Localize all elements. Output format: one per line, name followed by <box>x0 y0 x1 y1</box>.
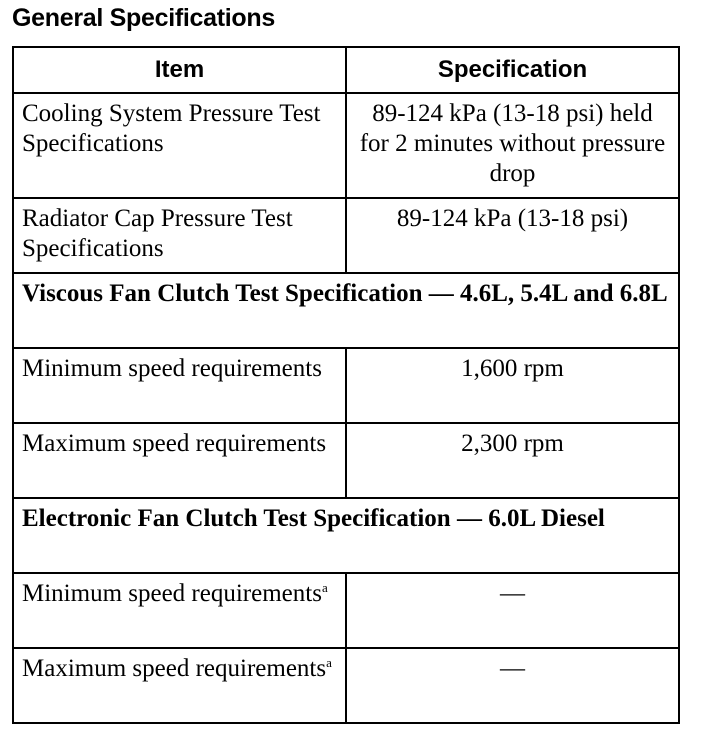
table-header-row <box>13 47 679 93</box>
item-cell: Cooling System Pressure Test Specifications <box>13 93 346 198</box>
page-title: General Specifications <box>12 4 275 32</box>
table-row <box>13 198 679 273</box>
item-cell: Maximum speed requirements <box>13 423 346 498</box>
table-row <box>13 348 679 423</box>
item-text: Maximum speed requirements <box>22 655 327 682</box>
spec-cell: 89-124 kPa (13-18 psi) held for 2 minutes without pressure drop <box>346 93 679 198</box>
spec-cell: — <box>346 648 679 723</box>
header-specification: Specification <box>346 47 679 93</box>
table-row <box>13 648 679 723</box>
section-heading-viscous: Viscous Fan Clutch Test Specification — 4.6L, 5.4L and 6.8L <box>13 273 679 348</box>
section-row <box>13 498 679 573</box>
spec-cell: 2,300 rpm <box>346 423 679 498</box>
spec-cell: 1,600 rpm <box>346 348 679 423</box>
specifications-table <box>12 46 680 724</box>
footnote-marker: a <box>321 580 328 595</box>
section-heading-electronic: Electronic Fan Clutch Test Specification — 6.0L Diesel <box>13 498 679 573</box>
header-item: Item <box>13 47 346 93</box>
item-cell: Minimum speed requirements <box>13 348 346 423</box>
section-row <box>13 273 679 348</box>
footnote-marker: a <box>326 655 332 670</box>
item-cell: Radiator Cap Pressure Test Specifications <box>13 198 346 273</box>
table-row <box>13 423 679 498</box>
table-row <box>13 93 679 198</box>
spec-cell: — <box>346 573 679 648</box>
item-cell <box>13 648 346 723</box>
item-cell <box>13 573 346 648</box>
item-text: Minimum speed requirements <box>22 580 322 607</box>
table-row <box>13 573 679 648</box>
spec-cell: 89-124 kPa (13-18 psi) <box>346 198 679 273</box>
